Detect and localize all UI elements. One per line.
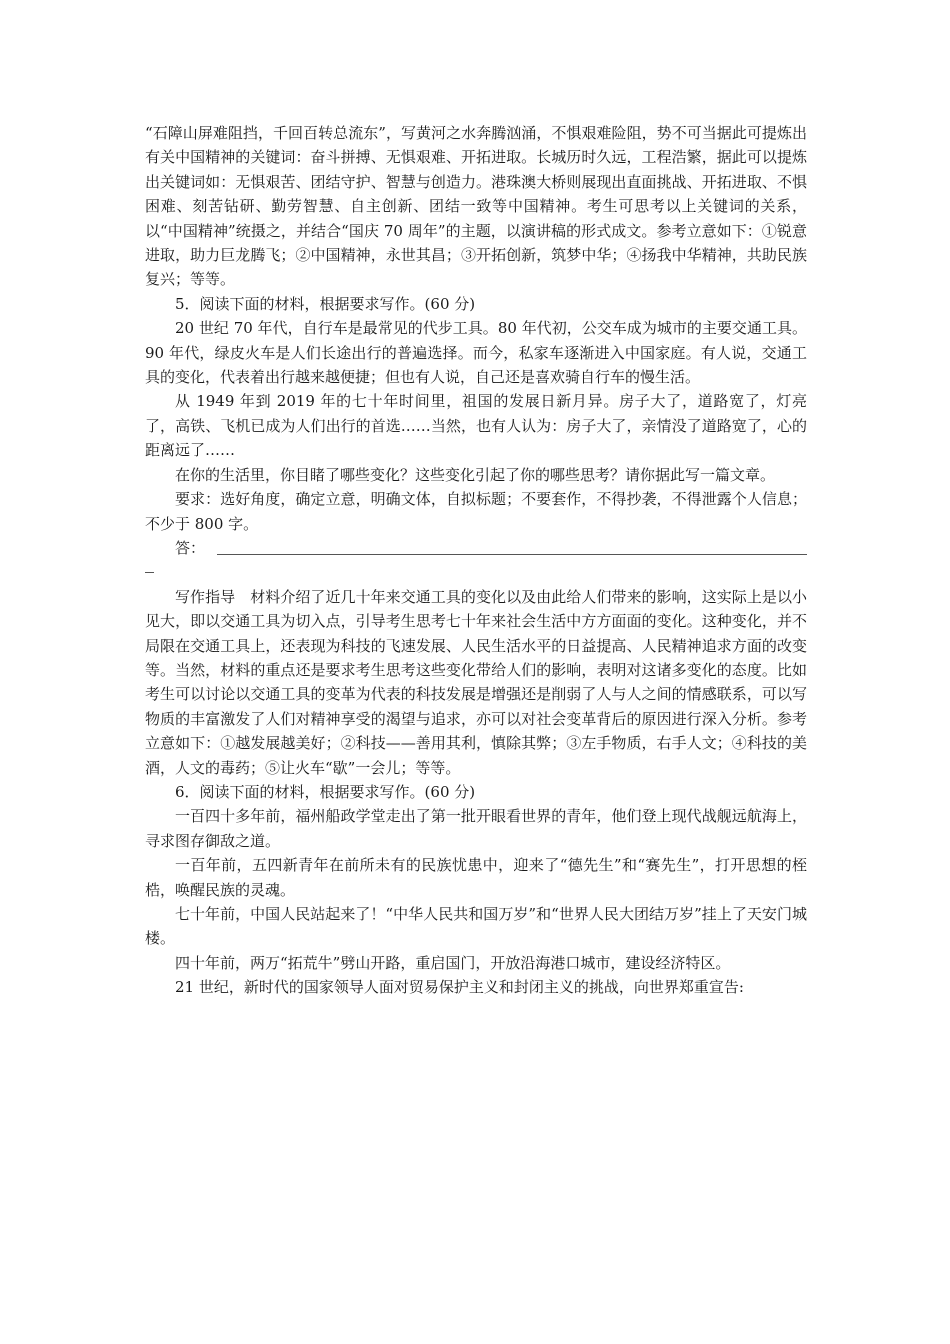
question-6-material-5: 21 世纪，新时代的国家领导人面对贸易保护主义和封闭主义的挑战，向世界郑重宣告: xyxy=(175,978,744,997)
question-5-prompt: 在你的生活里，你目睹了哪些变化？这些变化引起了你的哪些思考？请你据此写一篇文章。 xyxy=(175,465,776,484)
document-page xyxy=(145,121,807,1000)
question-5-material-1: 20 世纪 70 年代，自行车是最常见的代步工具。80 年代初，公交车成为城市的主要交通工具。90 年代，绿皮火车是人们长途出行的普遍选择。而今，私家车逐渐进入中国家庭。有人说，交通工具的变化，代表着出行越来越便捷；但也有人说，自己还是喜欢骑自行车的慢生活。 xyxy=(145,319,807,387)
question-6-material-3: 七十年前，中国人民站起来了！“中华人民共和国万岁”和“世界人民大团结万岁”挂上了天安门城楼。 xyxy=(145,904,807,948)
answer-line xyxy=(145,536,807,560)
question-5-title: 5．阅读下面的材料，根据要求写作。(60 分) xyxy=(175,294,476,313)
paragraph-analysis-4: “石障山屏难阻挡，千回百转总流东”，写黄河之水奔腾汹涌，不惧艰难险阻，势不可当据此可提炼出有关中国精神的关键词：奋斗拼搏、无惧艰难、开拓进取。长城历时久远，工程浩繁，据此可以提炼出关键词如：无惧艰苦、团结守护、智慧与创造力。港珠澳大桥则展现出直面挑战、开拓进取、不惧困难、刻苦钻研、勤劳智慧、自主创新、团结一致等中国精神。考生可思考以上关键词的关系，以“中国精神”统摄之，并结合“国庆 70 周年”的主题，以演讲稿的形式成文。参考立意如下：①锐意进取，助力巨龙腾飞；②中国精神，永世其昌；③开拓创新，筑梦中华；④扬我中华精神，共助民族复兴；等等。 xyxy=(145,124,807,289)
question-6-title: 6．阅读下面的材料，根据要求写作。(60 分) xyxy=(175,782,476,801)
answer-blank-continuation xyxy=(145,560,807,584)
question-6-material-1: 一百四十多年前，福州船政学堂走出了第一批开眼看世界的青年，他们登上现代战舰远航海上，寻求图存御敌之道。 xyxy=(145,807,807,850)
answer-label: 答： xyxy=(175,538,206,557)
writing-guidance: 写作指导 材料介绍了近几十年来交通工具的变化以及由此给人们带来的影响，这实际上是以小见大，即以交通工具为切入点，引导考生思考七十年来社会生活中方方面面的变化。这种变化，并不局限在交通工具上，还表现为科技的飞速发展、人民生活水平的日益提高、人民精神追求方面的改变等。当然，材料的重点还是要求考生思考这些变化带给人们的影响，表明对这诸多变化的态度。比如考生可以讨论以交通工具的变革为代表的科技发展是增强还是削弱了人与人之间的情感联系，可以写物质的丰富激发了人们对精神享受的渴望与追求，亦可以对社会变革背后的原因进行深入分析。参考立意如下：①越发展越美好；②科技——善用其利，慎除其弊；③左手物质，右手人文；④科技的美酒，人文的毒药；⑤让火车“歇”一会儿；等等。 xyxy=(145,587,807,777)
question-6-material-2: 一百年前，五四新青年在前所未有的民族忧患中，迎来了“德先生”和“赛先生”，打开思想的桎梏，唤醒民族的灵魂。 xyxy=(145,856,807,899)
question-5-material-2: 从 1949 年到 2019 年的七十年时间里，祖国的发展日新月异。房子大了，道路宽了，灯亮了，高铁、飞机已成为人们出行的首选……当然，也有人认为：房子大了，亲情没了道路宽了，心的距离远了…… xyxy=(145,392,807,460)
question-5-requirements: 要求：选好角度，确定立意，明确文体，自拟标题；不要套作，不得抄袭，不得泄露个人信息；不少于 800 字。 xyxy=(145,490,807,533)
question-6-material-4: 四十年前，两万“拓荒牛”劈山开路，重启国门，开放沿海港口城市，建设经济特区。 xyxy=(175,953,731,972)
answer-blank xyxy=(217,554,807,555)
